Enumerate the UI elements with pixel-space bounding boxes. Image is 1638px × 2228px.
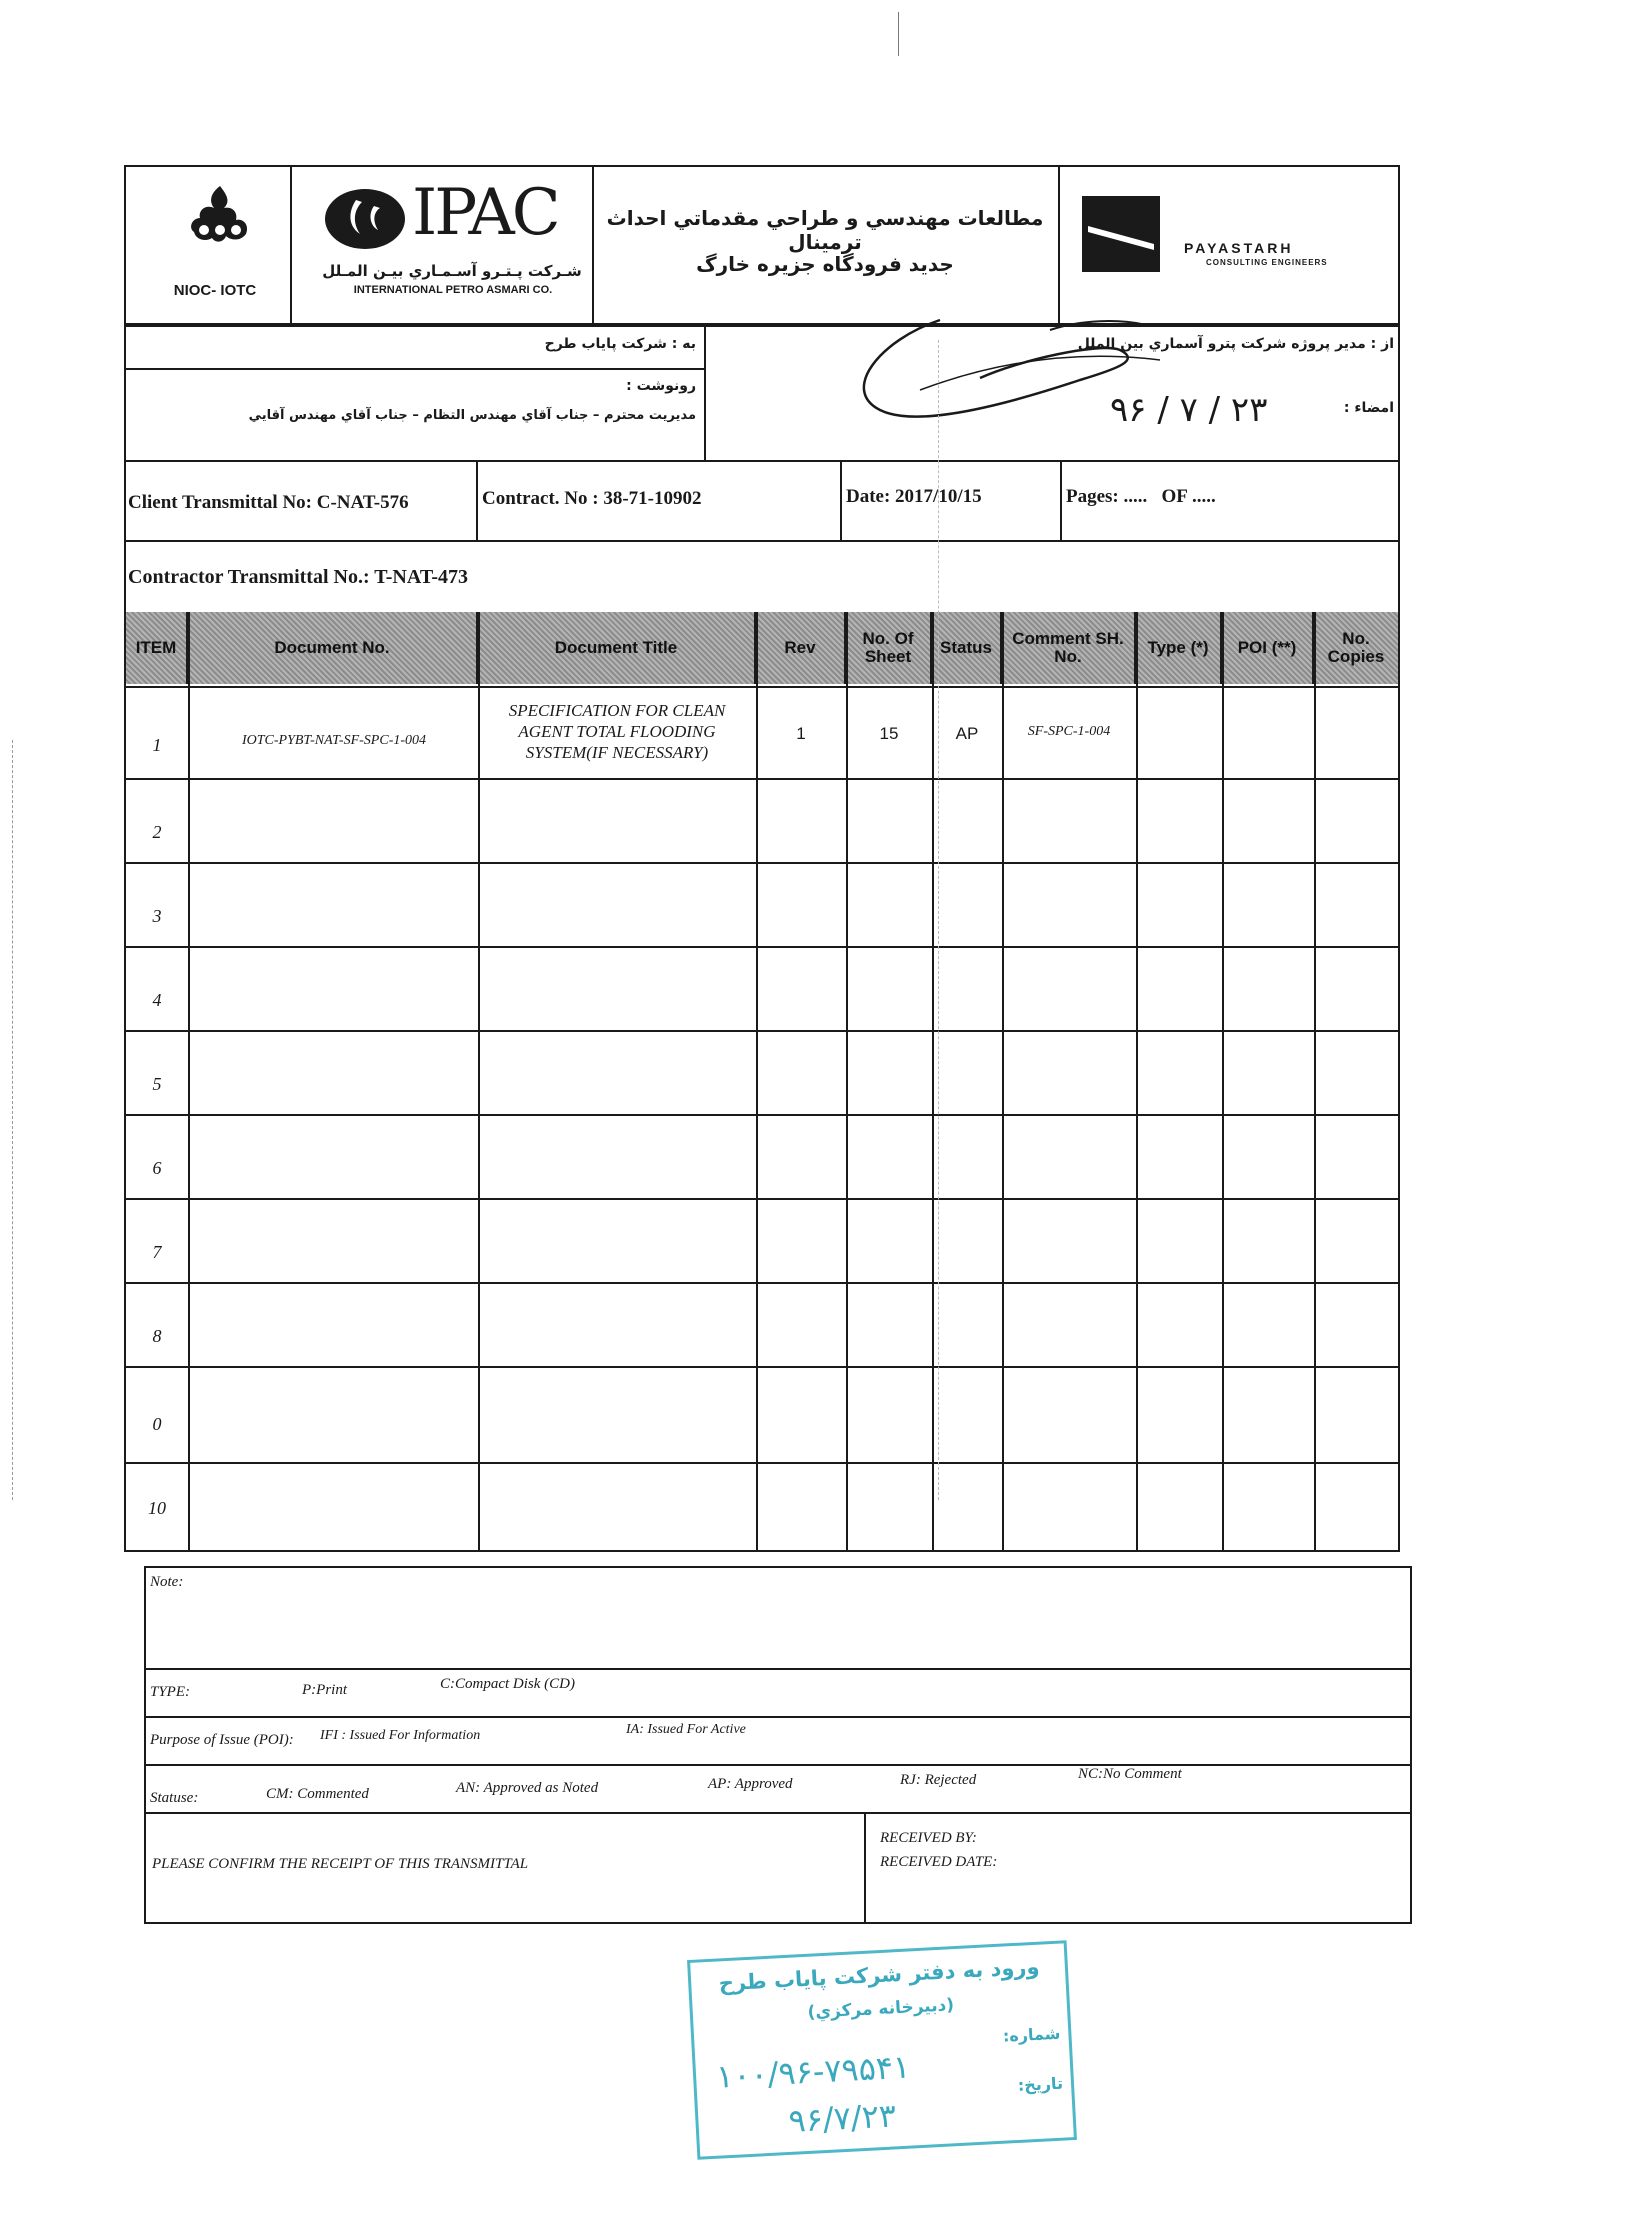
project-title-line2: جديد فرودگاه جزيره خارگ: [696, 252, 954, 276]
col-header-sheets: No. Of Sheet: [846, 612, 932, 684]
stamp-line1: ورود به دفتر شركت پاياب طرح: [718, 1954, 1041, 1996]
stamp-date-label: تاريخ:: [1017, 2073, 1064, 2095]
ipac-persian-name: شـركت پـتـرو آسـمـاري بيـن المـلل: [322, 262, 582, 280]
signature-label: امضاء :: [1343, 400, 1394, 416]
row1-doc-title: SPECIFICATION FOR CLEAN AGENT TOTAL FLOODING SYSTEM(IF NECESSARY): [508, 701, 726, 762]
row1-rev: 1: [796, 724, 806, 743]
document-table: [124, 612, 1400, 1552]
recipient-line: به : شركت پاياب طرح: [544, 336, 696, 352]
row10-item: 10: [148, 1498, 166, 1518]
row6-item: 6: [152, 1158, 162, 1178]
receipt-stamp: [687, 1940, 1077, 2160]
poi-ifi: IFI : Issued For Information: [320, 1728, 481, 1743]
received-date: RECEIVED DATE:: [880, 1854, 998, 1870]
col-header-type: Type (*): [1136, 612, 1222, 684]
ipac-english-name: INTERNATIONAL PETRO ASMARI CO.: [353, 284, 553, 296]
col-header-poi: POI (**): [1222, 612, 1314, 684]
status-nc: NC:No Comment: [1078, 1766, 1182, 1782]
scan-mark-top: [898, 12, 899, 56]
col-header-rev: Rev: [756, 612, 846, 684]
cc-recipients: مديريت محترم – جناب آقاي مهندس التظام – جناب آقاي مهندس آقايي: [248, 408, 696, 423]
confirm-receipt: PLEASE CONFIRM THE RECEIPT OF THIS TRANSMITTAL: [152, 1856, 529, 1872]
row5-item: 5: [152, 1074, 162, 1094]
status-ap: AP: Approved: [708, 1776, 793, 1792]
client-transmittal: Client Transmittal No: C-NAT-576: [128, 492, 409, 513]
row7-item: 7: [152, 1242, 162, 1262]
payastarh-name: PAYASTARH: [1184, 240, 1294, 256]
ipac-logo-text: IPAC: [412, 176, 558, 250]
col-header-status: Status: [932, 612, 1002, 684]
row1-sheets: 15: [879, 724, 899, 743]
nioc-logo-icon: [180, 178, 260, 258]
nioc-caption: NIOC- IOTC: [173, 282, 257, 299]
type-cd: C:Compact Disk (CD): [440, 1676, 575, 1692]
row1-doc-no: IOTC-PYBT-NAT-SF-SPC-1-004: [241, 733, 427, 748]
sender-line: از : مدير پروژه شركت پترو آسماري بين الملل: [1077, 336, 1394, 352]
payastarh-logo-icon: [1082, 196, 1160, 272]
contractor-transmittal: Contractor Transmittal No.: T-NAT-473: [128, 566, 468, 588]
stamp-number-label: شماره:: [1002, 2023, 1061, 2046]
col-header-doc-no: Document No.: [188, 612, 478, 684]
row8-item: 8: [152, 1326, 162, 1346]
type-label: TYPE:: [150, 1684, 191, 1700]
contract-number: Contract. No : 38-71-10902: [482, 488, 702, 509]
pages-field: Pages: ..... OF .....: [1066, 486, 1216, 507]
col-header-item: ITEM: [126, 612, 188, 684]
note-label: Note:: [150, 1574, 184, 1590]
date-field: Date: 2017/10/15: [846, 486, 982, 507]
row2-item: 2: [152, 822, 162, 842]
stamp-date-value: ۹۶/۷/۲۳: [787, 2096, 897, 2140]
status-rj: RJ: Rejected: [900, 1772, 977, 1788]
type-print: P:Print: [302, 1682, 347, 1698]
cc-label: رونوشت :: [626, 378, 696, 394]
stamp-number-value: ۱۰۰/۹۶-۷۹۵۴۱: [715, 2047, 912, 2096]
row9-item: 0: [152, 1414, 162, 1434]
poi-label: Purpose of Issue (POI):: [150, 1732, 294, 1748]
col-header-doc-title: Document Title: [478, 612, 756, 684]
poi-ia: IA: Issued For Active: [626, 1722, 746, 1737]
ipac-drop-icon: [322, 186, 408, 252]
col-header-copies: No. Copies: [1314, 612, 1398, 684]
handwritten-date: ۹۶ / ۷ / ۲۳: [1110, 390, 1268, 430]
payastarh-subtitle: CONSULTING ENGINEERS: [1206, 258, 1328, 267]
status-an: AN: Approved as Noted: [456, 1780, 599, 1796]
status-cm: CM: Commented: [266, 1786, 369, 1802]
row1-comment: SF-SPC-1-004: [1027, 724, 1111, 739]
scan-mark-left: [12, 740, 13, 1500]
received-by: RECEIVED BY:: [880, 1830, 977, 1846]
status-label: Statuse:: [150, 1790, 199, 1806]
col-header-comment: Comment SH. No.: [1002, 612, 1136, 684]
scan-mark-center: [938, 340, 939, 1500]
row3-item: 3: [152, 906, 162, 926]
stamp-line2: (دبيرخانه مركزي): [807, 1995, 955, 2023]
row1-status: AP: [955, 724, 979, 743]
row4-item: 4: [152, 990, 162, 1010]
project-title-line1: مطالعات مهندسي و طراحي مقدماتي احداث ترمينال: [606, 206, 1044, 254]
row1-item: 1: [152, 735, 162, 755]
